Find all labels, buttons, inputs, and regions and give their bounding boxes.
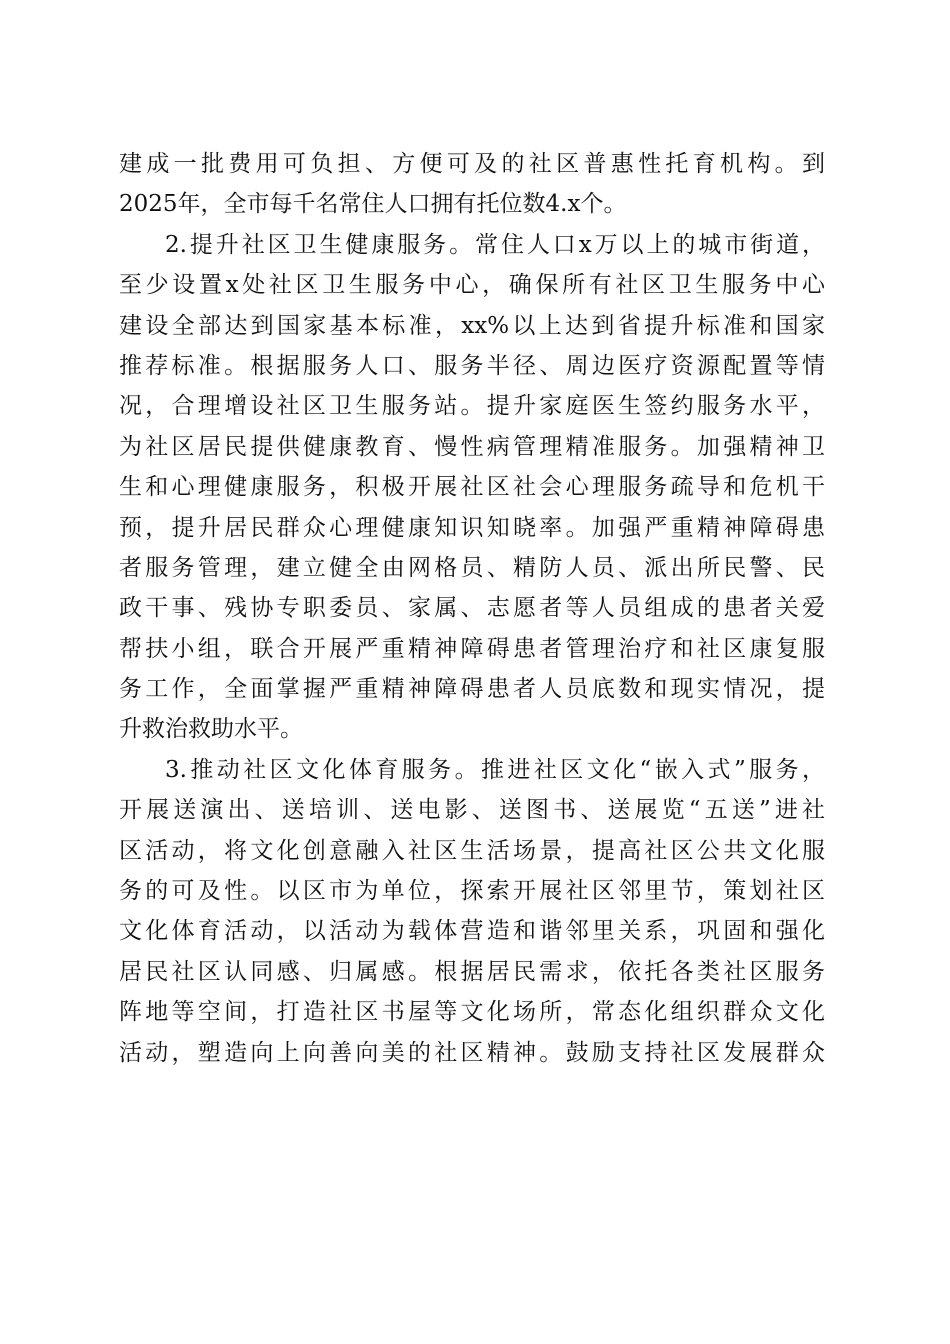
text-line: 居民社区认同感、归属感。根据居民需求，依托各类社区服务 [119,958,825,985]
text-line: 者服务管理，建立健全由网格员、精防人员、派出所民警、民 [119,554,825,581]
body-text [119,144,825,1073]
text-line: 生和心理健康服务，积极开展社区社会心理服务疏导和危机干 [119,474,825,501]
text-line: 况，合理增设社区卫生服务站。提升家庭医生签约服务水平， [119,393,825,420]
text-line: 建成一批费用可负担、方便可及的社区普惠性托育机构。到 [119,151,825,177]
text-line: 阵地等空间，打造社区书屋等文化场所，常态化组织群众文化 [119,999,825,1026]
text-line: 帮扶小组，联合开展严重精神障碍患者管理治疗和社区康复服 [119,635,825,662]
text-line: 活动，塑造向上向善向美的社区精神。鼓励支持社区发展群众 [119,1039,825,1066]
text-line: 建设全部达到国家基本标准，xx%以上达到省提升标准和国家 [119,312,825,339]
text-line: 政干事、残协专职委员、家属、志愿者等人员组成的患者关爱 [119,595,825,622]
text-line: 区活动，将文化创意融入社区生活场景，提高社区公共文化服 [119,837,825,864]
text-line: 为社区居民提供健康教育、慢性病管理精准服务。加强精神卫 [119,433,825,460]
text-line: 预，提升居民群众心理健康知识知晓率。加强严重精神障碍患 [119,514,825,541]
text-line: 推荐标准。根据服务人口、服务半径、周边医疗资源配置等情 [119,352,825,379]
text-line: 开展送演出、送培训、送电影、送图书、送展览“五送”进社 [119,797,825,824]
text-line: 至少设置x处社区卫生服务中心，确保所有社区卫生服务中心 [119,272,825,299]
text-line: 升救治救助水平。 [119,716,303,743]
text-line: 2025年，全市每千名常住人口拥有托位数4.x个。 [119,191,627,218]
paragraph-start-line: 2.提升社区卫生健康服务。常住人口x万以上的城市街道， [165,231,825,258]
text-line: 务工作，全面掌握严重精神障碍患者人员底数和现实情况，提 [119,676,825,703]
text-line: 务的可及性。以区市为单位，探索开展社区邻里节，策划社区 [119,878,825,905]
paragraph-start-line: 3.推动社区文化体育服务。推进社区文化“嵌入式”服务， [165,756,825,783]
text-line: 文化体育活动，以活动为载体营造和谐邻里关系，巩固和强化 [119,918,825,945]
